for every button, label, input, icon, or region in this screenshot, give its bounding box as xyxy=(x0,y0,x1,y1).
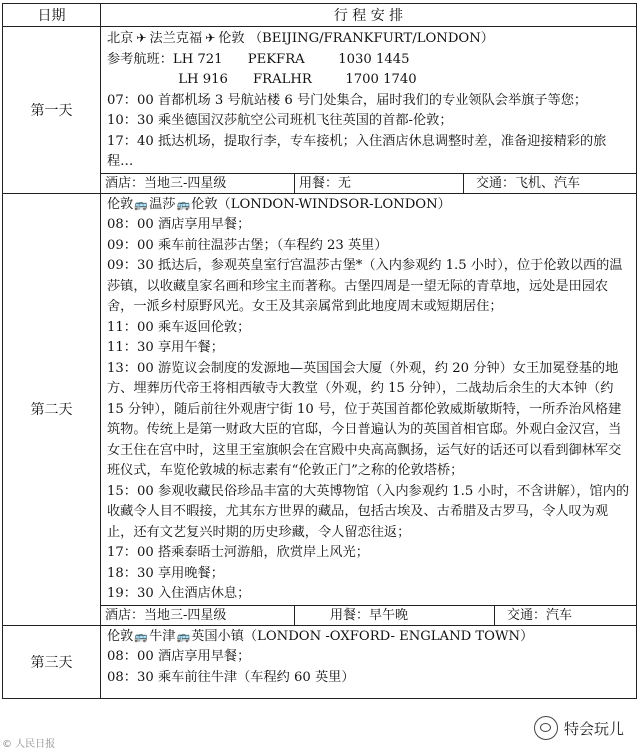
info-cell xyxy=(101,605,637,625)
meals-info: 用餐：早午晚 xyxy=(295,606,495,625)
day-content xyxy=(101,625,637,698)
meals-info: 用餐：无 xyxy=(295,174,464,193)
schedule-line: 08：00 酒店享用早餐； xyxy=(107,217,251,232)
itinerary-table xyxy=(2,3,637,699)
schedule-line: 07：00 首都机场 3 号航站楼 6 号门处集合，届时我们的专业领队会举旗子等您； xyxy=(107,92,588,108)
route-stop: 温莎 xyxy=(149,196,176,212)
watermark-text: 特会玩儿 xyxy=(563,719,624,738)
route-stop: 伦敦 xyxy=(107,196,134,212)
route-stop: 英国小镇（LONDON -OXFORD- ENGLAND TOWN） xyxy=(191,628,534,644)
day-row xyxy=(3,193,637,605)
date-header: 日期 xyxy=(3,4,101,27)
route-stop: 北京 xyxy=(107,31,134,46)
schedule-line: 13：00 游览议会制度的发源地—英国国会大厦（外观，约 20 分钟）女王加冕登基的地方、埋葬历代帝王将相西敏寺大教堂（外观，约 15 分钟），二战劫后余生的大本钟（约 15 分钟），随后前往外观唐宁街 10 号，位于英国首都伦敦威斯敏斯特，一所乔治风格建筑物。传统上是第一财政大臣的官邸，今日普遍认为的英国首相官邸。外观白金汉宫，当女王住在宫中时，这里王室旗帜会在宫殿中央高高飘扬，运气好的话还可以看到御林军交班仪式，车览伦敦城的标志素有“伦敦正门”之称的伦敦塔桥； xyxy=(107,360,622,478)
day-content xyxy=(101,27,637,174)
schedule-line: 09：30 抵达后，参观英皇室行宫温莎古堡*（入内参观约 1.5 小时），位于伦敦以西的温莎镇，以收藏皇家名画和珍宝主而著称。古堡四周是一望无际的青草地，远处是田园农舍，一派乡村原野风光。女王及其亲属常到此地度周末或短期居住； xyxy=(107,258,623,314)
bus-icon: 🚌 xyxy=(134,629,149,643)
day-content xyxy=(101,193,637,605)
route-stop: 伦敦 xyxy=(107,628,134,644)
bus-icon: 🚌 xyxy=(176,629,191,643)
info-cell xyxy=(101,173,637,193)
schedule-line: 18：30 享用晚餐； xyxy=(107,565,224,581)
route-line xyxy=(107,195,632,216)
watermark xyxy=(534,716,624,740)
day-label: 第二天 xyxy=(3,193,101,625)
schedule-line: 11：00 乘车返回伦敦； xyxy=(107,319,251,335)
day-row xyxy=(3,625,637,698)
schedule-line: 08：30 乘车前往牛津（车程约 60 英里） xyxy=(107,669,355,685)
route-line xyxy=(107,28,632,50)
schedule-line: 11：30 享用午餐； xyxy=(107,340,224,355)
schedule-header: 行 程 安 排 xyxy=(101,4,637,27)
route-stop: 伦敦（LONDON-WINDSOR-LONDON） xyxy=(191,196,451,212)
schedule-line: 09：00 乘车前往温莎古堡；（车程约 23 英里） xyxy=(107,237,388,253)
info-table xyxy=(101,174,636,193)
route-line xyxy=(107,627,632,648)
source-watermark: © 人民日报 xyxy=(2,739,56,750)
hotel-info: 酒店：当地三-四星级 xyxy=(101,606,295,625)
day-label: 第三天 xyxy=(3,625,101,698)
route-stop: 法兰克福 xyxy=(149,31,203,46)
schedule-line: 19：30 入住酒店休息； xyxy=(107,586,251,601)
schedule-line: 08：00 酒店享用早餐； xyxy=(107,649,251,664)
info-table xyxy=(101,606,636,625)
header-row xyxy=(3,4,637,27)
route-stop: 牛津 xyxy=(149,628,176,644)
hotel-info: 酒店：当地三-四星级 xyxy=(101,174,295,193)
plane-icon: ✈ xyxy=(205,31,216,45)
schedule-line: 15：00 参观收藏民俗珍品丰富的大英博物馆（入内参观约 1.5 小时，不含讲解），馆内的收藏令人目不暇接，尤其东方世界的藏品，包括古埃及、古希腊及古罗马，令人叹为观止，还有文艺复兴时期的历史珍藏，令人留恋往返； xyxy=(107,483,630,540)
route-stop: 伦敦 （BEIJING/FRANKFURT/LONDON） xyxy=(218,31,494,46)
schedule-line: 10：30 乘坐德国汉莎航空公司班机飞往英国的首都-伦敦； xyxy=(107,113,453,128)
plane-icon: ✈ xyxy=(136,31,147,45)
wechat-icon xyxy=(534,716,558,740)
bus-icon: 🚌 xyxy=(176,197,191,211)
day-row xyxy=(3,27,637,174)
transport-info: 交通：汽车 xyxy=(507,607,573,623)
flight-line: LH 916 FRALHR 1700 1740 xyxy=(107,72,417,87)
bus-icon: 🚌 xyxy=(134,197,149,211)
transport-info: 交通：飞机、汽车 xyxy=(476,175,581,191)
schedule-line: 17：00 搭乘泰晤士河游船，欣赏岸上风光； xyxy=(107,545,369,560)
flight-line: 参考航班：LH 721 PEKFRA 1030 1445 xyxy=(107,51,410,67)
day-label: 第一天 xyxy=(3,27,101,194)
schedule-line: 17：40 抵达机场，提取行李，专车接机；入住酒店休息调整时差，准备迎接精彩的旅程… xyxy=(107,133,607,169)
